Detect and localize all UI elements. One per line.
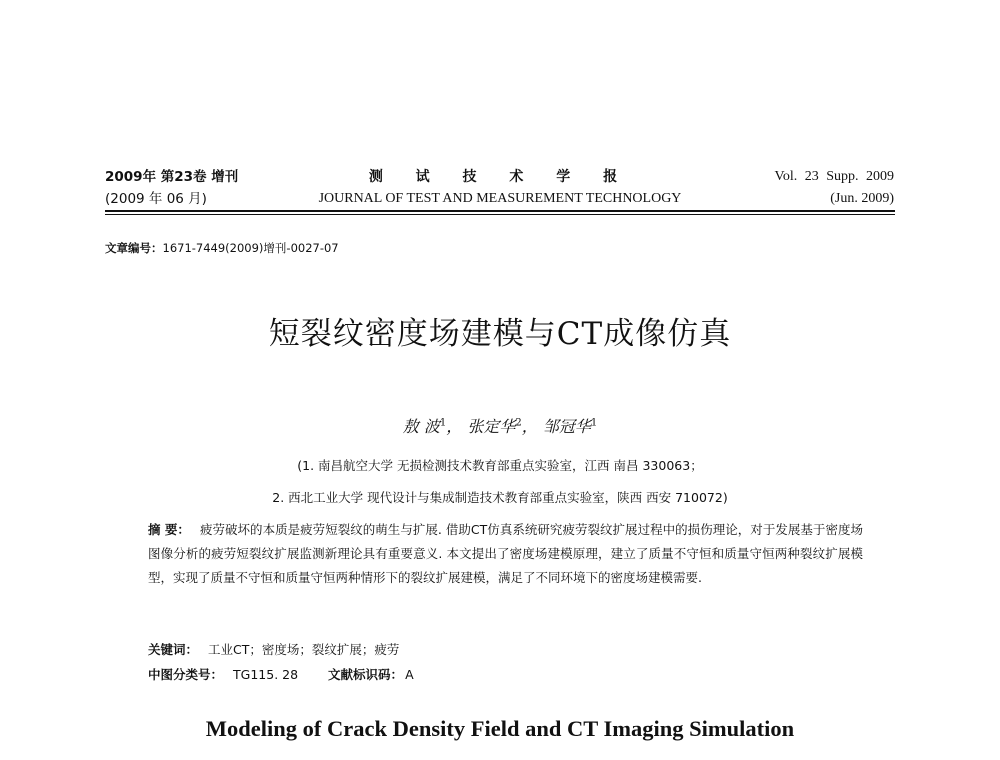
- classification-value: TG115. 28: [233, 667, 299, 682]
- abstract: [148, 518, 863, 590]
- header-date-cn: (2009 年 06 月): [105, 191, 207, 207]
- header-volume-en: Vol. 23 Supp. 2009: [774, 169, 894, 184]
- journal-name-cn: 测 试 技 术 学 报: [368, 169, 632, 185]
- abstract-text: 疲劳破坏的本质是疲劳短裂纹的萌生与扩展. 借助CT仿真系统研究疲劳裂纹扩展过程中的损伤理论，对于发展基于密度场图像分析的疲劳短裂纹扩展监测新理论具有重要意义. 本文提出了密度场建模原理，建立了质量不守恒和质量守恒两种裂纹扩展模型，实现了质量不守恒和质量守恒两种情形下的裂纹扩展建模，满足了不同环境下的密度场建模需要.: [148, 522, 863, 585]
- abstract-label: 摘 要：: [148, 522, 190, 537]
- document-code-label: 文献标识码：: [328, 667, 404, 682]
- classification-label: 中图分类号：: [148, 667, 224, 682]
- classification: [148, 665, 414, 683]
- author-name: 张定华: [467, 417, 516, 436]
- journal-name-en: JOURNAL OF TEST AND MEASUREMENT TECHNOLOGY: [318, 191, 682, 206]
- author-name: 敖 波: [402, 417, 440, 436]
- author-affiliation-mark: 1: [590, 417, 598, 429]
- author-affiliation-mark: 2: [515, 417, 522, 429]
- keywords-text: 工业CT；密度场；裂纹扩展；疲劳: [208, 642, 400, 657]
- article-number: [105, 240, 339, 256]
- keywords-label: 关键词：: [148, 642, 199, 657]
- keywords: [148, 640, 399, 658]
- paper-title-en: Modeling of Crack Density Field and CT Imaging Simulation: [205, 716, 795, 741]
- header-rule-top: [105, 210, 895, 212]
- header-volume-cn: 2009年 第23卷 增刊: [105, 169, 239, 185]
- article-number-label: 文章编号：: [105, 241, 163, 255]
- affiliation-1: (1. 南昌航空大学 无损检测技术教育部重点实验室，江西 南昌 330063；: [297, 458, 703, 473]
- author-name: 邹冠华: [542, 417, 591, 436]
- affiliation-2: 2. 西北工业大学 现代设计与集成制造技术教育部重点实验室，陕西 西安 710072): [272, 490, 728, 505]
- header-date-en: (Jun. 2009): [830, 191, 894, 206]
- author-affiliation-mark: 1: [439, 417, 447, 429]
- author-list: 敖 波$^1$， 张定华$^2$， 邹冠华$^1$: [402, 417, 598, 436]
- article-number-value: 1671-7449(2009)增刊-0027-07: [162, 241, 339, 255]
- document-code-value: A: [405, 667, 414, 682]
- paper-title-cn: 短裂纹密度场建模与CT成像仿真: [268, 316, 732, 352]
- header-rule-bottom: [105, 214, 895, 215]
